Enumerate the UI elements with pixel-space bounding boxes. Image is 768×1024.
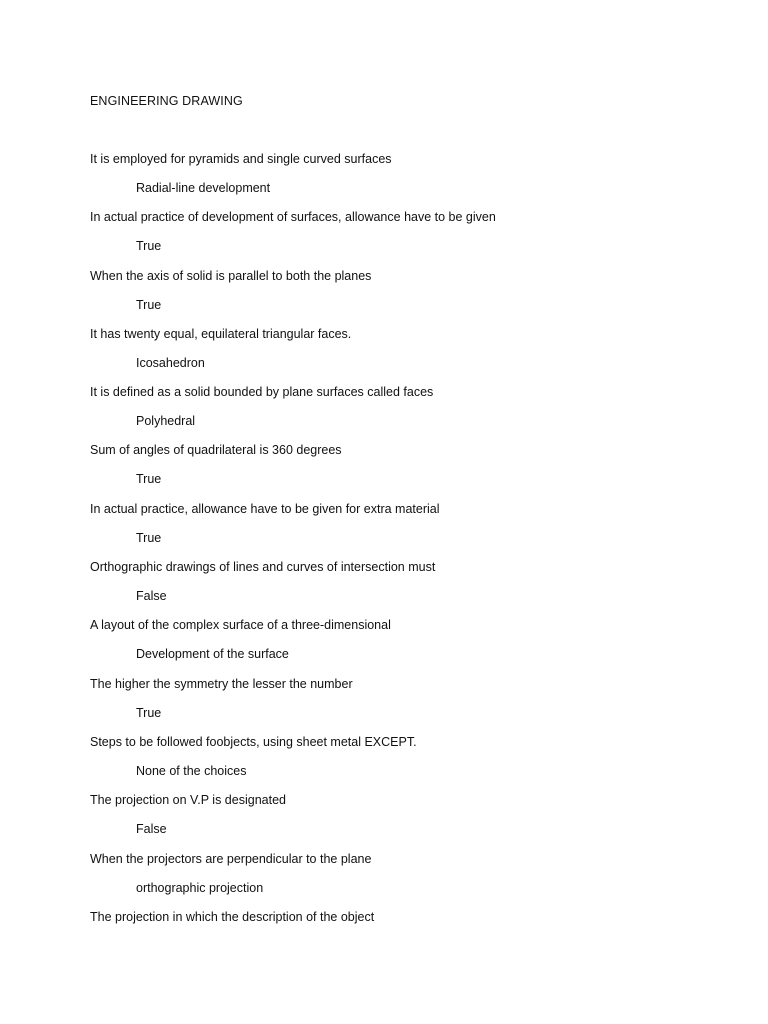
answer-text: Icosahedron — [136, 355, 205, 370]
qa-list — [90, 152, 730, 939]
answer-text: True — [136, 530, 162, 545]
question-text: It has twenty equal, equilateral triangular faces. — [90, 326, 352, 341]
qa-item — [90, 269, 730, 313]
qa-item — [90, 852, 730, 896]
qa-item — [90, 152, 730, 196]
answer-text: True — [136, 239, 162, 254]
question-text: Steps to be followed foobjects, using sheet metal EXCEPT. — [90, 734, 417, 749]
question-text: When the projectors are perpendicular to the plane — [90, 851, 372, 866]
answer-text: Radial-line development — [136, 181, 271, 195]
question-text: Sum of angles of quadrilateral is 360 degrees — [90, 443, 342, 458]
question-text: The projection on V.P is designated — [90, 793, 286, 808]
answer-text: True — [136, 297, 162, 312]
answer-text: False — [136, 822, 167, 837]
qa-item — [90, 735, 730, 779]
qa-item — [90, 327, 730, 371]
question-text: Orthographic drawings of lines and curves of intersection must — [90, 560, 436, 575]
qa-item — [90, 210, 730, 254]
qa-item — [90, 560, 730, 604]
answer-text: orthographic projection — [136, 880, 264, 895]
qa-item — [90, 677, 730, 721]
qa-item — [90, 910, 730, 925]
qa-item — [90, 385, 730, 429]
question-text: It is defined as a solid bounded by plane surfaces called faces — [90, 385, 434, 400]
question-text: The higher the symmetry the lesser the number — [90, 676, 353, 691]
answer-text: Polyhedral — [136, 414, 196, 429]
question-text: A layout of the complex surface of a three-dimensional — [90, 618, 391, 633]
qa-item — [90, 793, 730, 837]
answer-text: None of the choices — [136, 763, 247, 778]
question-text: In actual practice of development of surfaces, allowance have to be given — [90, 210, 496, 225]
question-text: In actual practice, allowance have to be given for extra material — [90, 501, 440, 516]
answer-text: True — [136, 705, 162, 720]
answer-text: True — [136, 472, 162, 487]
qa-item — [90, 618, 730, 662]
question-text: It is employed for pyramids and single curved surfaces — [90, 152, 392, 166]
answer-text: Development of the surface — [136, 647, 289, 662]
document-title: ENGINEERING DRAWING — [90, 94, 243, 108]
question-text: When the axis of solid is parallel to both the planes — [90, 268, 372, 283]
question-text: The projection in which the description of the object — [90, 909, 375, 924]
qa-item — [90, 443, 730, 487]
qa-item — [90, 502, 730, 546]
answer-text: False — [136, 589, 167, 604]
